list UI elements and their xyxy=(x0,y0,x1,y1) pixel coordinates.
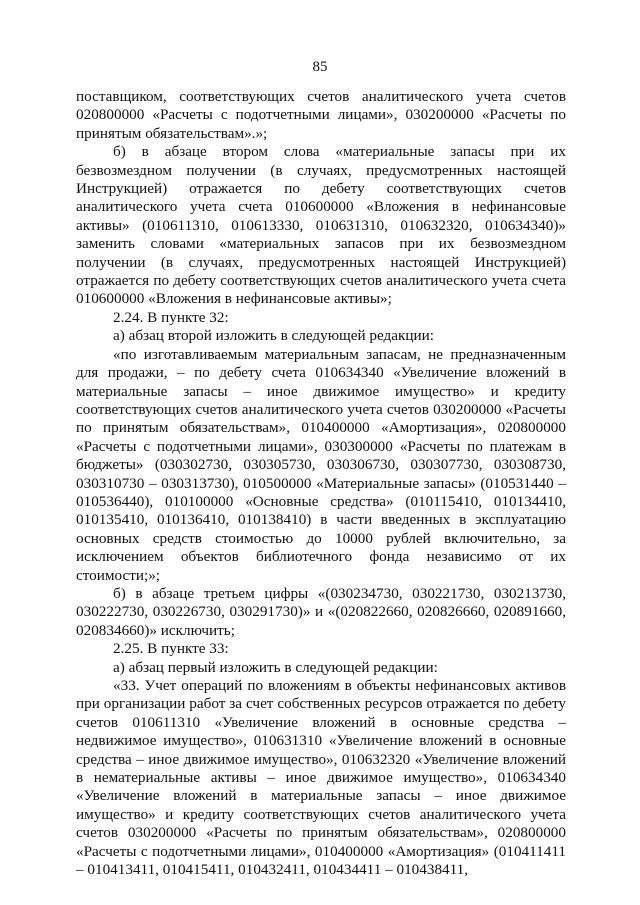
paragraph-continuation: поставщиком, соответствующих счетов аналитического учета счетов 020800000 «Расчеты с подотчетными лицами», 030200000 «Расчеты по принятым обязательствам».»; xyxy=(76,88,566,142)
paragraph-clause-a-1: а) абзац второй изложить в следующей редакции: xyxy=(113,327,435,345)
paragraph-quote-1: «по изготавливаемым материальным запасам, не предназначенным для продажи, – по дебету счета 010634340 «Увеличение вложений в материальные запасы – иное движимое имущество» и кредиту соответствующих счетов аналитического учета счетов 030200000 «Расчеты по принятым обязательствам», 010400000 «Амортизация», 020800000 «Расчеты с подотчетными лицами», 030300000 «Расчеты по платежам в бюджеты» (030302730, 030305730, 030306730, 030307730, 030308730, 030310730 – 030313730), 010500000 «Материальные запасы» (010531440 – 010536440), 010100000 «Основные средства» (010115410, 010134410, 010135410, 010136410, 010138410) в части введенных в эксплуатацию основных средств стоимостью до 10000 рублей включительно, за исключением объектов библиотечного фонда независимо от их стоимости;»; xyxy=(76,345,566,584)
page-number: 85 xyxy=(312,59,328,75)
paragraph-section-2-25: 2.25. В пункте 33: xyxy=(113,640,229,658)
paragraph-section-2-24: 2.24. В пункте 32: xyxy=(113,308,229,326)
paragraph-quote-2: «33. Учет операций по вложениям в объекты нефинансовых активов при организации работ за счет собственных ресурсов отражается по дебету счетов 010611310 «Увеличение вложений в основные средства – недвижимое имущество», 010631310 «Увеличение вложений в основные средства – иное движимое имущество», 010632320 «Увеличение вложений в нематериальные активы – иное движимое имущество», 010634340 «Увеличение вложений в материальные запасы – иное движимое имущество» и кредиту соответствующих счетов аналитического учета счетов 030200000 «Расчеты по принятым обязательствам», 020800000 «Расчеты с подотчетными лицами», 010400000 «Амортизация» (010411411 – 010413411, 010415411, 010432411, 010434411 – 010438411, xyxy=(76,677,566,879)
paragraph-clause-a-2: а) абзац первый изложить в следующей редакции: xyxy=(113,658,438,676)
paragraph-clause-b-2: б) в абзаце третьем цифры «(030234730, 030221730, 030213730, 030222730, 030226730, 030291730)» и «(020822660, 020826660, 020891660, 020834660)» исключить; xyxy=(76,584,566,639)
paragraph-clause-b-1: б) в абзаце втором слова «материальные запасы при их безвозмездном получении (в случаях, предусмотренных настоящей Инструкцией) отражается по дебету соответствующих счетов аналитического учета счета 010600000 «Вложения в нефинансовые активы» (010611310, 010613330, 010631310, 010632320, 010634340)» заменить словами «материальных запасов при их безвозмездном получении (в случаях, предусмотренных настоящей Инструкцией) отражается по дебету соответствующих счетов аналитического учета счета 010600000 «Вложения в нефинансовые активы»; xyxy=(76,143,566,308)
document-body xyxy=(76,88,566,879)
